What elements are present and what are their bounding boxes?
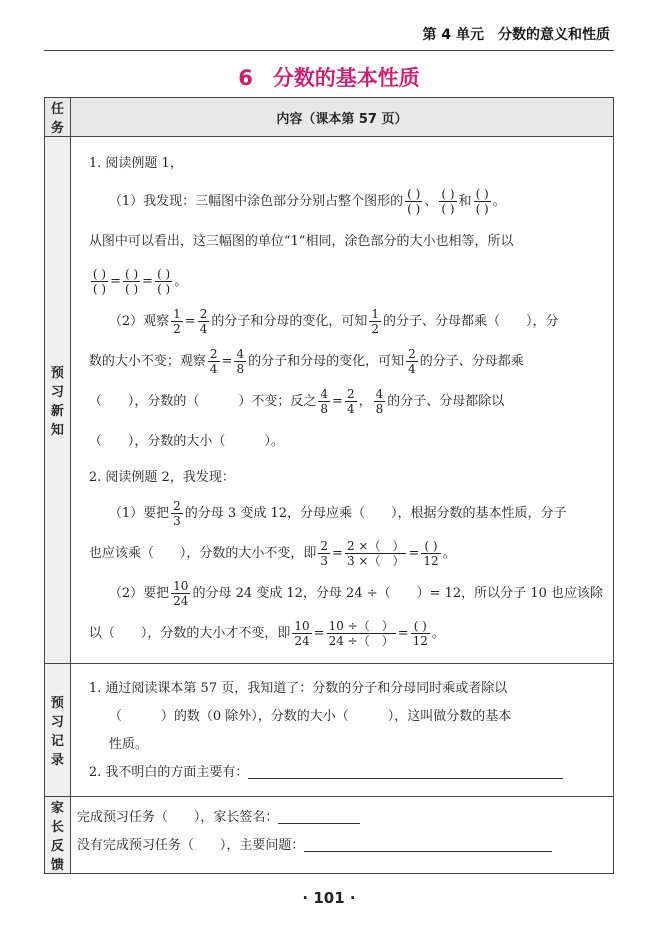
text: 的分子、分母都乘 bbox=[419, 353, 524, 369]
lesson-name: 分数的基本性质 bbox=[272, 66, 420, 90]
header-content: 内容（课本第 57 页） bbox=[70, 98, 613, 137]
text: （1）我发现：三幅图中涂色部分分别占整个图形的 bbox=[108, 193, 404, 209]
p1-line2: 从图中可以看出，这三幅图的单位“1”相同，涂色部分的大小也相等，所以 bbox=[88, 233, 514, 249]
q2-line1 bbox=[89, 573, 603, 613]
page-number: · 101 · bbox=[302, 889, 356, 907]
header-divider bbox=[44, 50, 614, 51]
text: 完成预习任务（ ），家长签名： bbox=[76, 809, 279, 825]
text: 的分子、分母都除以 bbox=[387, 393, 505, 409]
fraction: $\frac{4}{8}$ bbox=[375, 386, 384, 416]
fraction-blank[interactable]: $\frac{( )}{( )}$ bbox=[441, 186, 455, 216]
preview-content bbox=[70, 137, 613, 664]
fraction: $\frac{1}{2}$ bbox=[173, 306, 181, 336]
equals: = bbox=[142, 273, 154, 289]
equals: = bbox=[332, 545, 343, 561]
task-record: 预习记录 bbox=[45, 664, 71, 797]
task-family: 家长反馈 bbox=[45, 797, 71, 874]
text: 。 bbox=[174, 273, 188, 289]
equals: = bbox=[397, 625, 409, 641]
fraction-blank[interactable]: $\frac{( )}{12}$ bbox=[412, 618, 428, 648]
fraction-blank[interactable]: $\frac{( )}{( )}$ bbox=[407, 186, 421, 216]
text: 的分子、分母都乘（ ），分 bbox=[383, 313, 559, 329]
p2-line2 bbox=[89, 341, 603, 381]
fraction: $\frac{2}{3}$ bbox=[173, 498, 181, 528]
equals: = bbox=[332, 393, 343, 409]
text: （2）观察 bbox=[108, 313, 170, 329]
text: 也应该乘（ ），分数的大小不变，即 bbox=[88, 545, 317, 561]
text: 数的大小不变；观察 bbox=[88, 353, 206, 369]
text: （2）要把 bbox=[108, 585, 170, 601]
item1-heading: 1. 阅读例题 1， bbox=[88, 155, 183, 171]
text: 的分母 24 变成 12，分母 24 ÷（ ）= 12，所以分子 10 也应该除 bbox=[192, 585, 603, 601]
fraction-blank[interactable]: $\frac{( )}{( )}$ bbox=[124, 266, 139, 296]
row-preview bbox=[45, 137, 614, 664]
fraction-blank[interactable]: $\frac{( )}{( )}$ bbox=[92, 266, 107, 296]
task-preview: 预习新知 bbox=[45, 137, 71, 664]
p2-line3 bbox=[89, 381, 603, 421]
text: 。 bbox=[431, 625, 445, 641]
table-header-row bbox=[45, 98, 614, 137]
equals: = bbox=[110, 273, 121, 289]
p1-line3 bbox=[89, 261, 603, 301]
record-line1: 1. 通过阅读课本第 57 页，我知道了：分数的分子和分母同时乘或者除以 bbox=[88, 680, 508, 696]
q1-line2 bbox=[89, 533, 603, 573]
fraction: $\frac{2}{4}$ bbox=[346, 386, 355, 416]
fraction: $\frac{10}{24}$ bbox=[294, 618, 310, 648]
text: 的分母 3 变成 12，分母应乘（ ），根据分数的基本性质，分子 bbox=[184, 505, 567, 521]
text: 的分子和分母的变化，可知 bbox=[248, 353, 405, 369]
fraction: $\frac{4}{8}$ bbox=[236, 346, 245, 376]
item2-heading: 2. 阅读例题 2，我发现： bbox=[88, 469, 235, 485]
text: 、 bbox=[424, 193, 438, 209]
fraction: $\frac{2}{3}$ bbox=[320, 538, 329, 568]
equals: = bbox=[221, 353, 233, 369]
record-line4 bbox=[89, 758, 603, 786]
unit-title: 第 4 单元 分数的意义和性质 bbox=[422, 27, 610, 43]
fraction: $\frac{2}{4}$ bbox=[408, 346, 416, 376]
text: 2. 我不明白的方面主要有： bbox=[88, 764, 249, 780]
text: 以（ ），分数的大小才不变，即 bbox=[88, 625, 291, 641]
text: （ ），分数的（ ）不变；反之 bbox=[88, 393, 317, 409]
equals: = bbox=[408, 545, 420, 561]
text: 。 bbox=[442, 545, 456, 561]
preview-table bbox=[44, 97, 614, 874]
q2-line2 bbox=[89, 613, 603, 653]
header-task: 任务 bbox=[45, 98, 71, 137]
family-content bbox=[70, 797, 613, 874]
text: （1）要把 bbox=[108, 505, 170, 521]
fraction-blank[interactable]: $\frac{( )}{( )}$ bbox=[157, 266, 171, 296]
row-record bbox=[45, 664, 614, 797]
fraction: $\frac{1}{2}$ bbox=[371, 306, 379, 336]
p1-line1 bbox=[89, 181, 603, 221]
fraction-blank[interactable]: $\frac{2 \times( )}{3 \times( )}$ bbox=[346, 538, 405, 568]
text: 的分子和分母的变化，可知 bbox=[211, 313, 368, 329]
fraction: $\frac{4}{8}$ bbox=[320, 386, 329, 416]
row-family bbox=[45, 797, 614, 874]
fraction-blank[interactable]: $\frac{( )}{( )}$ bbox=[475, 186, 489, 216]
fraction: $\frac{10}{24}$ bbox=[173, 578, 189, 608]
lesson-title bbox=[0, 62, 658, 92]
record-line2: （ ）的数（0 除外），分数的大小（ ），这叫做分数的基本 bbox=[108, 708, 512, 724]
p2-line1 bbox=[89, 301, 603, 341]
text: ， bbox=[358, 393, 372, 409]
signature-line[interactable] bbox=[278, 811, 360, 824]
record-line3: 性质。 bbox=[108, 736, 148, 752]
family-line2 bbox=[77, 831, 603, 859]
fraction-blank[interactable]: $\frac{( )}{12}$ bbox=[423, 538, 439, 568]
p2-line4: （ ），分数的大小（ ）。 bbox=[88, 433, 284, 449]
text: 。 bbox=[492, 193, 506, 209]
equals: = bbox=[184, 313, 196, 329]
record-content bbox=[70, 664, 613, 797]
text: 没有完成预习任务（ ），主要问题： bbox=[76, 837, 305, 853]
equals: = bbox=[313, 625, 325, 641]
fraction: $\frac{2}{4}$ bbox=[209, 346, 218, 376]
fraction-blank[interactable]: $\frac{10 \div( )}{24 \div( )}$ bbox=[328, 618, 394, 648]
answer-line[interactable] bbox=[248, 766, 563, 779]
family-line1 bbox=[77, 803, 603, 831]
problem-line[interactable] bbox=[304, 839, 552, 852]
text: 和 bbox=[458, 193, 472, 209]
fraction: $\frac{2}{4}$ bbox=[199, 306, 208, 336]
q1-line1 bbox=[89, 493, 603, 533]
lesson-number: 6 bbox=[238, 66, 253, 90]
